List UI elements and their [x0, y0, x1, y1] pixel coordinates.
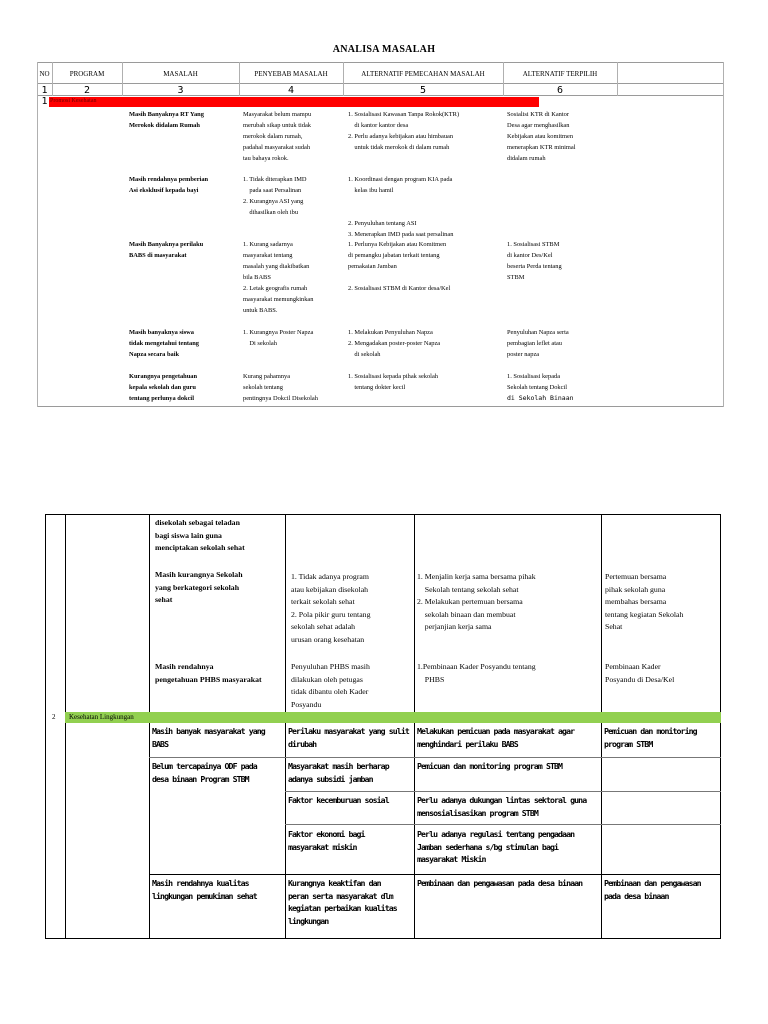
- table-rule: [149, 757, 721, 758]
- masalah-cell: Masih kurangnya Sekolah yang berkategori sekolah sehat: [155, 570, 243, 604]
- terpilih-cell: Pembinaan dan pengawasan pada desa binaan: [604, 878, 701, 901]
- penyebab-cell: Masyarakat masih berharap adanya subsidi jamban: [288, 761, 389, 784]
- table-rule: [45, 514, 721, 515]
- analysis-table-2: [45, 514, 721, 939]
- header-no: NO: [39, 70, 50, 78]
- masalah-cell: Masih Banyaknya perilaku BABS di masyarakat: [129, 241, 204, 259]
- table-rule: [65, 514, 66, 939]
- header-program: PROGRAM: [69, 70, 105, 78]
- masalah-cell: disekolah sebagai teladan bagi siswa lain guna menciptakan sekolah sehat: [155, 518, 245, 552]
- penyebab-cell: 1. Tidak diterapkan IMD pada saat Persalinan 2. Kurangnya ASI yang dihasilkan oleh ibu: [243, 176, 307, 216]
- section-bar-kesling: [65, 712, 721, 723]
- masalah-cell: Masih rendahnya pengetahuan PHBS masyarakat: [155, 662, 262, 684]
- penyebab-cell: Masyarakat belum mampu merubah sikap untuk tidak merokok dalam rumah, padahal masyarakat sudah tau bahaya rokok.: [243, 111, 312, 162]
- section-bar-promosi: [49, 97, 539, 107]
- table-rule: [285, 791, 721, 792]
- pemecahan-cell: 1.Pembinaan Kader Posyandu tentang PHBS: [417, 662, 536, 684]
- column-number: 5: [419, 85, 427, 96]
- pemecahan-cell: 1. Koordinasi dengan program KIA pada kelas ibu hamil 2. Penyuluhan tentang ASI 3. Menerapkan IMD pada saat persalinan: [348, 176, 454, 238]
- header-pemecahan: ALTERNATIF PEMECAHAN MASALAH: [361, 70, 485, 78]
- analysis-table-1: [37, 62, 724, 407]
- column-number: 2: [83, 85, 91, 96]
- pemecahan-cell: 1. Menjalin kerja sama bersama pihak Sekolah tentang sekolah sehat 2. Melakukan pertemuan bersama sekolah binaan dan membuat perjanjian kerja sama: [417, 572, 536, 631]
- header-masalah: MASALAH: [163, 70, 198, 78]
- column-number: 3: [177, 85, 184, 96]
- pemecahan-cell: Pembinaan dan pengawasan pada desa binaan: [417, 878, 583, 888]
- column-number: 1: [41, 85, 48, 96]
- table-rule: [720, 514, 721, 939]
- pemecahan-cell: 1. Perlunya Kebijakan atau Komitmen di pemangku jabatan terkait tentang pemakaian Jamban 2. Sosialisasi STBM di Kantor desa/Kel: [348, 241, 451, 292]
- masalah-cell: Masih rendahnya pemberian Asi eksklusif kepada bayi: [129, 176, 209, 194]
- terpilih-cell: Pemicuan dan monitoring program STBM: [604, 726, 697, 749]
- row-number: 2: [52, 713, 56, 721]
- pemecahan-cell: Perlu adanya dukungan lintas sektoral guna mensosialisasikan program STBM: [417, 795, 587, 818]
- table-rule: [37, 406, 724, 407]
- masalah-cell: Kurangnya pengetahuan kepala sekolah dan guru tentang perlunya dokcil: [129, 373, 198, 402]
- header-penyebab: PENYEBAB MASALAH: [254, 70, 328, 78]
- terpilih-cell: Penyuluhan Napza serta pembagian leflet atau poster napza: [507, 329, 569, 358]
- masalah-cell: Belum tercapainya ODF pada desa binaan Program STBM: [152, 761, 257, 784]
- penyebab-cell: Kurangnya keaktifan dan peran serta masyarakat dlm kegiatan perbaikan kualitas lingkungan: [288, 878, 397, 926]
- penyebab-cell: 1. Tidak adanya program atau kebijakan disekolah terkait sekolah sehat 2. Pola pikir guru tentang sekolah sehat adalah urusan orang kesehatan: [291, 572, 371, 644]
- pemecahan-cell: 1. Sosialisasi kepada pihak sekolah tentang dokter kecil: [348, 373, 438, 391]
- table-rule: [285, 514, 286, 939]
- table-rule: [285, 824, 721, 825]
- masalah-cell: Masih rendahnya kualitas lingkungan pemukiman sehat: [152, 878, 257, 901]
- table-rule: [723, 62, 724, 407]
- penyebab-cell: 2. Letak geografis rumah masyarakat memungkinkan untuk BABS.: [243, 285, 314, 314]
- masalah-cell: Masih Banyaknya RT Yang Merokok didalam Rumah: [129, 111, 204, 129]
- section-label: Kesehatan Lingkungan: [69, 713, 134, 721]
- page-title: ANALISA MASALAH: [332, 44, 436, 55]
- table-rule: [149, 874, 721, 875]
- section-label: Promosi Kesehatan: [50, 98, 97, 104]
- pemecahan-cell: 1. Sosialisasi Kawasan Tanpa Rokok(KTR) di kantor kantor desa 2. Perlu adanya kebijakan atau himbauan untuk tidak merokok di dalam rumah: [348, 111, 460, 151]
- table-rule: [617, 62, 618, 96]
- terpilih-cell: 1. Sosialisasi kepada Sekolah tentang Dokcil: [507, 373, 567, 391]
- penyebab-cell: 1. Kurangnya Poster Napza Di sekolah: [243, 329, 314, 347]
- terpilih-cell: Sosialisi KTR di Kantor Desa agar menghasilkan Kebijakan atau komitmen menerapkan KTR minimal didalam rumah: [507, 111, 576, 162]
- table-rule: [37, 62, 724, 63]
- penyebab-cell: Faktor ekonomi bagi masyarakat miskin: [288, 829, 365, 852]
- masalah-cell: Masih banyaknya siswa tidak mengetahui tentang Napza secara baik: [129, 329, 199, 358]
- terpilih-cell: di Sekolah Binaan: [507, 394, 574, 402]
- terpilih-cell: 1. Sosialisasi STBM di kantor Des/Kel beserta Perda tentang STBM: [507, 241, 562, 281]
- penyebab-cell: Penyuluhan PHBS masih dilakukan oleh petugas tidak dibantu oleh Kader Posyandu: [291, 662, 370, 709]
- column-number: 6: [556, 85, 564, 96]
- terpilih-cell: Pertemuan bersama pihak sekolah guna membahas bersama tentang kegiatan Sekolah Sehat: [605, 572, 684, 631]
- header-terpilih: ALTERNATIF TERPILIH: [522, 70, 598, 78]
- pemecahan-cell: Perlu adanya regulasi tentang pengadaan Jamban sederhana s/bg stimulan bagi masyarakat Miskin: [417, 829, 575, 864]
- table-rule: [414, 514, 415, 939]
- pemecahan-cell: Pemicuan dan monitoring program STBM: [417, 761, 563, 771]
- penyebab-cell: 1. Kurang sadarnya masyarakat tentang masalah yang diakibatkan bila BABS: [243, 241, 310, 281]
- table-rule: [37, 62, 38, 407]
- table-rule: [45, 514, 46, 939]
- table-rule: [601, 514, 602, 939]
- penyebab-cell: Faktor kecemburuan sosial: [288, 795, 389, 805]
- pemecahan-cell: Melakukan pemicuan pada masyarakat agar menghindari perilaku BABS: [417, 726, 575, 749]
- terpilih-cell: Pembinaan Kader Posyandu di Desa/Kel: [605, 662, 675, 684]
- table-rule: [45, 938, 721, 939]
- table-rule: [149, 514, 150, 939]
- table-rule: [37, 83, 724, 84]
- column-number: 4: [287, 85, 295, 96]
- penyebab-cell: Perilaku masyarakat yang sulit dirubah: [288, 726, 409, 749]
- masalah-cell: Masih banyak masyarakat yang BABS: [152, 726, 265, 749]
- pemecahan-cell: 1. Melakukan Penyuluhan Napza 2. Mengadakan poster-poster Napza di sekolah: [348, 329, 441, 358]
- penyebab-cell: Kurang pahamnya sekolah tentang pentingnya Dokcil Disekolah: [243, 373, 318, 402]
- row-number: 1: [41, 96, 48, 107]
